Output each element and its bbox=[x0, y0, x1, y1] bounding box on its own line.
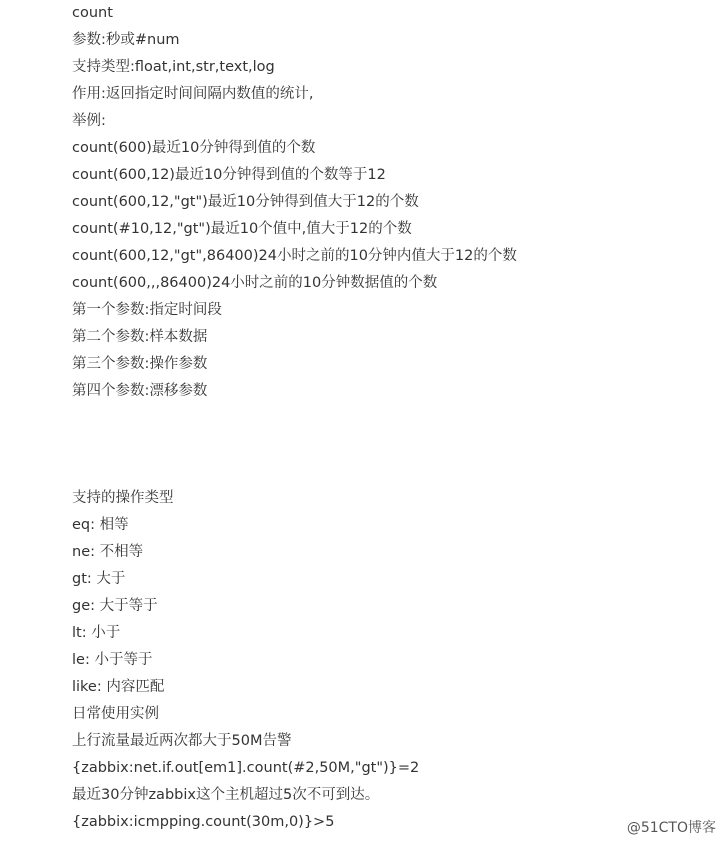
text-line: count(600)最近10分钟得到值的个数 bbox=[72, 140, 316, 156]
text-line: 支持的操作类型 bbox=[72, 490, 174, 506]
text-line: lt: 小于 bbox=[72, 625, 121, 641]
text-line: gt: 大于 bbox=[72, 571, 126, 587]
text-line: 第四个参数:漂移参数 bbox=[72, 383, 208, 399]
text-line: count(600,12,"gt")最近10分钟得到值大于12的个数 bbox=[72, 194, 419, 210]
text-line: count(600,12,"gt",86400)24小时之前的10分钟内值大于12的个数 bbox=[72, 248, 517, 264]
text-line: le: 小于等于 bbox=[72, 652, 153, 668]
text-line: {zabbix:icmpping.count(30m,0)}>5 bbox=[72, 814, 335, 830]
text-line: count(600,,,86400)24小时之前的10分钟数据值的个数 bbox=[72, 275, 438, 291]
text-line: 作用:返回指定时间间隔内数值的统计, bbox=[72, 86, 314, 102]
section-count-function bbox=[72, 0, 712, 405]
watermark: @51CTO博客 bbox=[626, 820, 716, 836]
text-line: like: 内容匹配 bbox=[72, 679, 165, 695]
text-line: count(600,12)最近10分钟得到值的个数等于12 bbox=[72, 167, 386, 183]
text-line: 日常使用实例 bbox=[72, 706, 159, 722]
text-line: 最近30分钟zabbix这个主机超过5次不可到达。 bbox=[72, 787, 380, 803]
text-line: eq: 相等 bbox=[72, 517, 129, 533]
text-line: ge: 大于等于 bbox=[72, 598, 158, 614]
text-line: {zabbix:net.if.out[em1].count(#2,50M,"gt")}=2 bbox=[72, 760, 420, 776]
text-line: 第一个参数:指定时间段 bbox=[72, 302, 222, 318]
text-line: ne: 不相等 bbox=[72, 544, 144, 560]
text-line: 上行流量最近两次都大于50M告警 bbox=[72, 733, 292, 749]
text-line: 举例: bbox=[72, 113, 106, 129]
text-line: 支持类型:float,int,str,text,log bbox=[72, 59, 275, 75]
text-line: count(#10,12,"gt")最近10个值中,值大于12的个数 bbox=[72, 221, 412, 237]
text-line: 第二个参数:样本数据 bbox=[72, 329, 208, 345]
text-line: count bbox=[72, 5, 113, 21]
text-line: 参数:秒或#num bbox=[72, 32, 180, 48]
text-line: 第三个参数:操作参数 bbox=[72, 356, 208, 372]
section-spacer bbox=[72, 405, 712, 485]
document-body bbox=[72, 0, 712, 836]
section-operators-examples bbox=[72, 485, 712, 836]
